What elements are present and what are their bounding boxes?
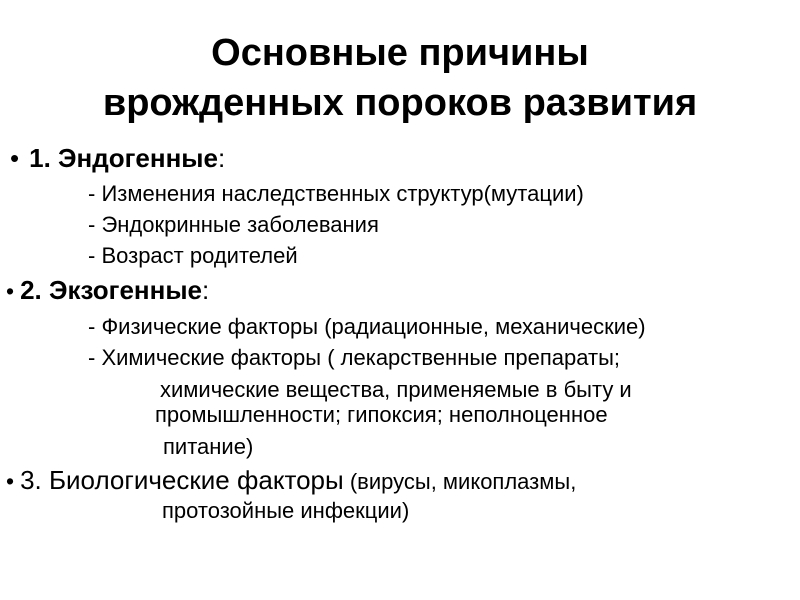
section-2-item-2-line-4: питание) [163,434,254,459]
title-line-2: врожденных пороков развития [102,82,698,124]
section-1-colon: : [217,143,226,173]
bullet: • [10,143,20,173]
section-1-item-1: - Изменения наследственных структур(мутации) [88,181,584,206]
section-2-heading-line [6,276,209,306]
section-3-heading-line [6,466,576,496]
section-3-detail-2: протозойные инфекции) [162,498,410,523]
bullet: • [6,468,15,494]
section-2-item-2-line-3: промышленности; гипоксия; неполноценное [155,402,608,427]
section-2-item-1: - Физические факторы (радиационные, механические) [88,314,646,339]
bullet: • [6,278,15,304]
section-2-colon: : [202,275,210,305]
section-1-item-3: - Возраст родителей [88,243,298,268]
section-1-heading: 1. Эндогенные [29,143,218,173]
section-1-heading-line [10,144,225,174]
slide-title [0,28,800,128]
section-2-heading: 2. Экзогенные [20,275,202,305]
section-2-item-2-line-2: химические вещества, применяемые в быту и [160,377,632,402]
section-3-heading: 3. Биологические факторы [20,465,344,495]
section-2-item-2-line-1: - Химические факторы ( лекарственные препараты; [88,345,621,370]
title-line-1: Основные причины [211,32,589,74]
section-1-item-2: - Эндокринные заболевания [88,212,379,237]
section-3-detail-1: (вирусы, микоплазмы, [343,469,577,494]
